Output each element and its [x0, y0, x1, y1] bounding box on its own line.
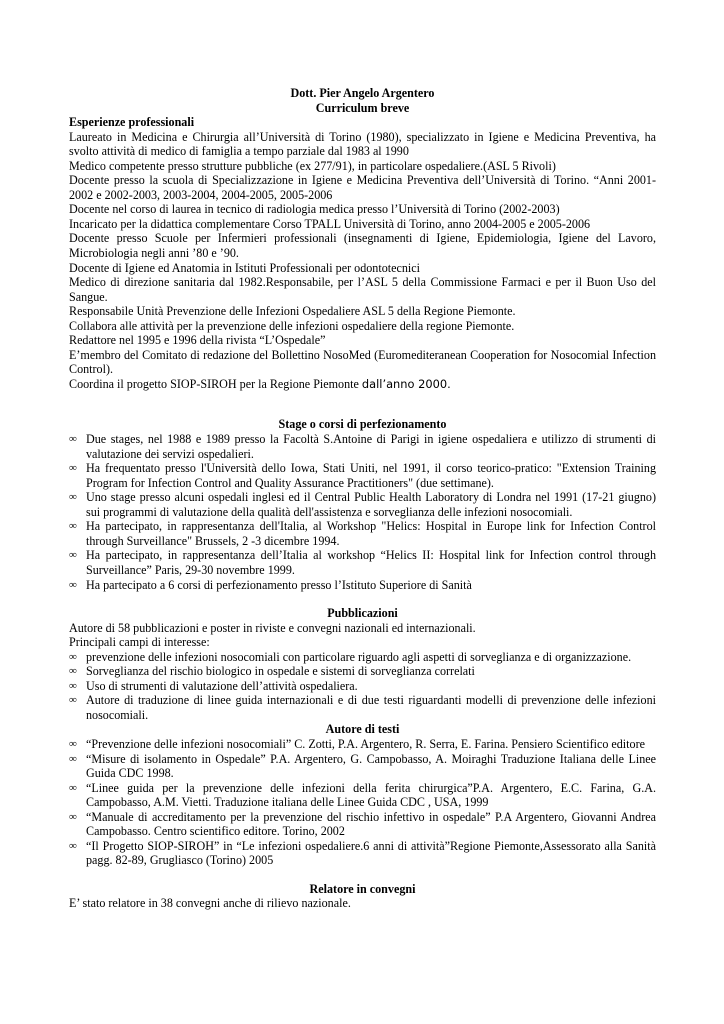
list-item: ∞ Uno stage presso alcuni ospedali inglesi ed il Central Public Health Laboratory di Londra nel 1991 (17-21 giugno) sui programmi di valutazione della qualità dell'assistenza e sorveglianza delle infezioni nosocomiali. — [69, 490, 656, 519]
texts-list — [69, 737, 656, 868]
stage-heading: Stage o corsi di perfezionamento — [278, 417, 447, 432]
publications-intro: Autore di 58 pubblicazioni e poster in riviste e convegni nazionali ed internazionali. — [69, 620, 476, 635]
experience-line: Docente presso Scuole per Infermieri professionali (insegnamenti di Igiene, Epidemiologia, Igiene del Lavoro, Microbiologia negli anni ’80 e ’90. — [69, 231, 656, 261]
experience-line: Incaricato per la didattica complementare Corso TPALL Università di Torino, anno 2004-2005 e 2005-2006 — [69, 216, 591, 231]
experience-line: Responsabile Unità Prevenzione delle Infezioni Ospedaliere ASL 5 della Regione Piemonte. — [69, 304, 516, 319]
experience-line: Medico competente presso strutture pubbliche (ex 277/91), in particolare ospedaliere.(ASL 5 Rivoli) — [69, 158, 556, 173]
infinity-bullet-icon: ∞ — [69, 781, 77, 794]
stage-list — [69, 432, 656, 592]
publications-heading: Pubblicazioni — [327, 606, 398, 621]
infinity-bullet-icon: ∞ — [69, 520, 77, 533]
list-item: ∞ “Misure di isolamento in Ospedale” P.A. Argentero, G. Campobasso, A. Moiraghi Traduzione Italiana delle Linee Guida CDC 1998. — [69, 751, 656, 781]
list-item: ∞ Autore di traduzione di linee guida internazionali e di due testi riguardanti modelli di prevenzione delle infezioni nosocomiali. — [69, 693, 656, 722]
list-item: ∞ Ha frequentato presso l'Università dello Iowa, Stati Uniti, nel 1991, il corso teorico-pratico: "Extension Training Program for Infection Control and Quality Assurance Practitioners" (due settimane). — [69, 461, 656, 490]
publications-list — [69, 650, 656, 723]
list-item: ∞ “Linee guida per la prevenzione delle infezioni della ferita chirurgica”P.A. Argentero, E.C. Farina, G.A. Campobasso, A.M. Vietti. Traduzione italiana delle Linee Guida CDC , USA, 1999 — [69, 780, 656, 810]
experience-line: Docente nel corso di laurea in tecnico di radiologia medica presso l’Università di Torino (2002-2003) — [69, 202, 560, 217]
experience-last-a: Coordina il progetto SIOP-SIROH per la Regione Piemonte — [69, 376, 362, 391]
list-item: ∞ Ha partecipato, in rappresentanza dell’Italia al workshop “Helics II: Hospital link for Infection control through Surveillance” Paris, 29-30 novembre 1999. — [69, 548, 656, 577]
infinity-bullet-icon: ∞ — [69, 491, 77, 504]
list-item: ∞ Ha partecipato a 6 corsi di perfezionamento presso l’Istituto Superiore di Sanità — [69, 577, 472, 592]
experience-section — [69, 130, 656, 392]
list-item: ∞ “Il Progetto SIOP-SIROH” in “Le infezioni ospedaliere.6 anni di attività”Regione Piemonte,Assessorato alla Sanità pagg. 82-89, Grugliasco (Torino) 2005 — [69, 838, 656, 868]
infinity-bullet-icon: ∞ — [69, 694, 77, 707]
list-item: ∞ “Manuale di accreditamento per la prevenzione del rischio infettivo in ospedale” P.A Argentero, Giovanni Andrea Campobasso. Centro scientifico editore. Torino, 2002 — [69, 809, 656, 839]
doc-subtitle: Curriculum breve — [315, 100, 410, 115]
publications-interests-label: Principali campi di interesse: — [69, 635, 210, 650]
infinity-bullet-icon: ∞ — [69, 650, 77, 663]
document-page — [69, 86, 656, 911]
experience-line: Docente presso la scuola di Specializzazione in Igiene e Medicina Preventiva dell’Università di Torino. “Anni 2001-2002 e 2002-2003, 2003-2004, 2004-2005, 2005-2006 — [69, 173, 656, 202]
list-item: ∞ Sorveglianza del rischio biologico in ospedale e sistemi di sorveglianza correlati — [69, 664, 475, 679]
list-item: ∞ “Prevenzione delle infezioni nosocomiali” C. Zotti, P.A. Argentero, R. Serra, E. Farina. Pensiero Scientifico editore — [69, 736, 645, 751]
experience-line: Medico di direzione sanitaria dal 1982.Responsabile, per l’ASL 5 della Commissione Farmaci e per il Buon Uso del Sangue. — [69, 275, 656, 304]
infinity-bullet-icon: ∞ — [69, 752, 77, 765]
infinity-bullet-icon: ∞ — [69, 679, 77, 692]
experience-last-b: dall’anno 2000. — [361, 376, 451, 391]
doc-author-name: Dott. Pier Angelo Argentero — [290, 86, 435, 100]
experience-line: Redattore nel 1995 e 1996 della rivista “L’Ospedale” — [69, 333, 326, 348]
infinity-bullet-icon: ∞ — [69, 549, 77, 562]
speaker-text: E’ stato relatore in 38 convegni anche di rilievo nazionale. — [69, 896, 351, 911]
list-item: ∞ prevenzione delle infezioni nosocomiali con particolare riguardo agli aspetti di sorveglianza e di organizzazione. — [69, 649, 632, 664]
infinity-bullet-icon: ∞ — [69, 578, 77, 591]
experience-line: Collabora alle attività per la prevenzione delle infezioni ospedaliere della regione Piemonte. — [69, 318, 515, 333]
list-item: ∞ Due stages, nel 1988 e 1989 presso la Facoltà S.Antoine di Parigi in igiene ospedaliera e utilizzo di strumenti di valutazione dei servizi ospedalieri. — [69, 432, 656, 461]
list-item: ∞ Ha partecipato, in rappresentanza dell'Italia, al Workshop "Helics: Hospital in Europe link for Infection Control through Surveillance" Brussels, 2 -3 dicembre 1994. — [69, 519, 656, 548]
experience-heading: Esperienze professionali — [69, 115, 195, 130]
infinity-bullet-icon: ∞ — [69, 665, 77, 678]
speaker-heading: Relatore in convegni — [309, 881, 416, 896]
experience-line: E’membro del Comitato di redazione del Bollettino NosoMed (Euromediteranean Cooperation for Nosocomial Infection Control). — [69, 347, 656, 377]
experience-line: Docente di Igiene ed Anatomia in Istituti Professionali per odontotecnici — [69, 260, 420, 275]
experience-line: Laureato in Medicina e Chirurgia all’Università di Torino (1980), specializzato in Igiene e Medicina Preventiva, ha svolto attività di medico di famiglia a tempo parziale dal 1983 al 1990 — [69, 129, 656, 159]
infinity-bullet-icon: ∞ — [69, 839, 77, 852]
experience-line-last — [69, 377, 656, 392]
texts-heading: Autore di testi — [325, 722, 400, 737]
infinity-bullet-icon: ∞ — [69, 462, 77, 475]
infinity-bullet-icon: ∞ — [69, 810, 77, 823]
infinity-bullet-icon: ∞ — [69, 737, 77, 750]
infinity-bullet-icon: ∞ — [69, 433, 77, 446]
list-item: ∞ Uso di strumenti di valutazione dell’attività ospedaliera. — [69, 678, 358, 693]
